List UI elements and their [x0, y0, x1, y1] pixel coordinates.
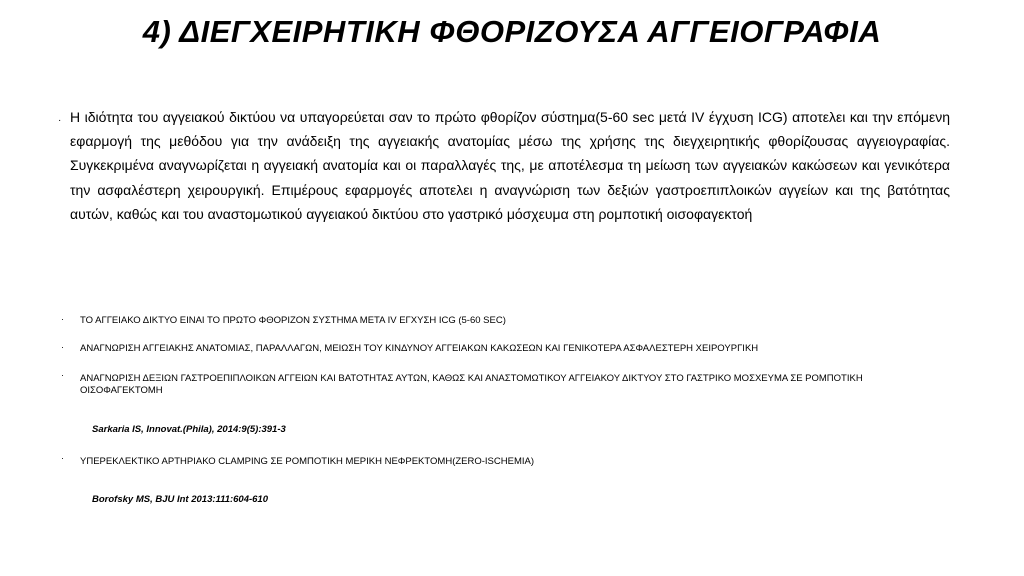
item-marker-1: · [61, 314, 64, 324]
main-bullet-marker: · [58, 115, 62, 126]
item-marker-4: · [61, 453, 64, 463]
reference-2: Borofsky MS, BJU Int 2013:111:604-610 [92, 494, 269, 505]
list-item-3: ΑΝΑΓΝΩΡΙΣΗ ΔΕΞΙΩΝ ΓΑΣΤΡΟΕΠΙΠΛΟΙΚΩΝ ΑΓΓΕΙΩΝ ΚΑΙ ΒΑΤΟΤΗΤΑΣ ΑΥΤΩΝ, ΚΑΘΩΣ ΚΑΙ ΑΝΑΣΤΟΜΩΤΙΚΟΥ ΑΓΓΕΙΑΚΟΥ ΔΙΚΤΥΟΥ ΣΤΟ ΓΑΣΤΡΙΚΟ ΜΟΣΧΕΥΜΑ ΣΕ ΡΟΜΠΟΤΙΚΗ ΟΙΣΟΦΑΓΕΚΤΟΜΗ [80, 373, 863, 396]
slide-title: 4) ΔΙΕΓΧΕΙΡΗΤΙΚΗ ΦΘΟΡΙΖΟΥΣΑ ΑΓΓΕΙΟΓΡΑΦΙΑ [142, 14, 882, 49]
item-marker-3: · [61, 370, 64, 380]
main-paragraph: Η ιδιότητα του αγγειακού δικτύου να υπαγορεύεται σαν το πρώτο φθορίζον σύστημα(5-60 sec μετά IV έγχυση ICG) αποτελει και την επόμενη εφαρμογή της μεθόδου για την ανάδειξη της αγγειακής ανατομίας μέσω της χρήσης της διεγχειρητικής φθορίζουσας αγγειογραφίας. Συγκεκριμένα αναγνωρίζεται η αγγειακή ανατομία και οι παραλλαγές της, με αποτέλεσμα τη μείωση των αγγειακών κακώσεων και γενικότερα την ασφαλέστερη χειρουργική. Επιμέρους εφαρμογές αποτελει η αναγνώριση των δεξιών γαστροεπιπλοικών αγγείων και της βατότητας αυτών, καθώς και του αναστομωτικού αγγειακού δικτύου στο γαστρικό μόσχευμα στη ρομποτική οισοφαγεκτοή [70, 109, 950, 222]
list-item-2: ΑΝΑΓΝΩΡΙΣΗ ΑΓΓΕΙΑΚΗΣ ΑΝΑΤΟΜΙΑΣ, ΠΑΡΑΛΛΑΓΩΝ, ΜΕΙΩΣΗ ΤΟΥ ΚΙΝΔΥΝΟΥ ΑΓΓΕΙΑΚΩΝ ΚΑΚΩΣΕΩΝ ΚΑΙ ΓΕΝΙΚΟΤΕΡΑ ΑΣΦΑΛΕΣΤΕΡΗ ΧΕΙΡΟΥΡΓΙΚΗ [80, 343, 759, 354]
list-item-4: ΥΠΕΡΕΚΛΕΚΤΙΚΟ ΑΡΤΗΡΙΑΚΟ CLAMPING ΣΕ ΡΟΜΠΟΤΙΚΗ ΜΕΡΙΚΗ ΝΕΦΡΕΚΤΟΜΗ(ZERO-ISCHEMIA) [80, 456, 534, 467]
list-item-1: ΤΟ ΑΓΓΕΙΑΚΟ ΔΙΚΤΥΟ ΕΙΝΑΙ ΤΟ ΠΡΩΤΟ ΦΘΟΡΙΖΟΝ ΣΥΣΤΗΜΑ ΜΕΤΑ IV ΕΓΧΥΣΗ ICG (5-60 SEC) [80, 315, 506, 326]
item-marker-2: · [61, 342, 64, 352]
reference-1: Sarkaria IS, Innovat.(Phila), 2014:9(5):391-3 [92, 424, 286, 435]
